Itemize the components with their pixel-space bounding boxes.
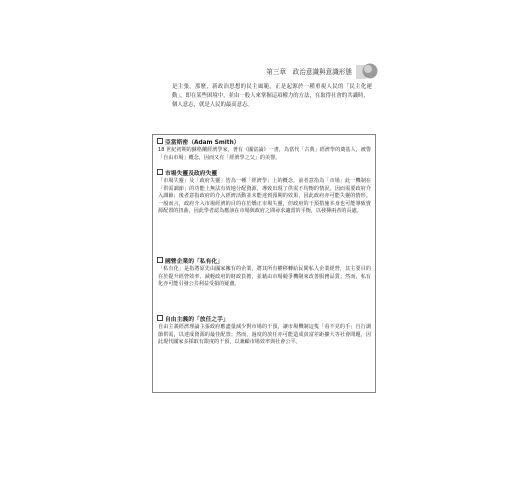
- intro-text: [172, 83, 372, 111]
- note-privatization: [157, 257, 371, 289]
- chapter-sphere-icon: [356, 62, 378, 80]
- note-heading: [157, 257, 371, 266]
- note-adam-smith: [157, 138, 371, 162]
- square-bullet-icon: [157, 315, 163, 321]
- note-body: 自由主義經濟理論主張政府應盡量減少對市場的干預，讓市場機制這隻「看不見的手」自行調節供需，以達成資源的最佳配置；然而，過度的放任亦可能造成貧富差距擴大等社會問題，因此現代國家多採取有限度的干預，以兼顧市場效率與社會公平。: [158, 324, 371, 346]
- note-title: 市場失靈及政府失靈: [165, 171, 218, 177]
- square-bullet-icon: [157, 257, 163, 263]
- square-bullet-icon: [157, 169, 163, 175]
- document-page: [152, 62, 378, 395]
- note-body: 18 世紀初期的蘇格蘭經濟學家，著有《國富論》一書，為當代「古典」經濟學的奠基人，被譽「自由市場」概念，因而又有「經濟學之父」的美譽。: [158, 147, 371, 161]
- notes-panel: [152, 134, 376, 393]
- note-heading: [157, 315, 371, 324]
- note-title: 亞當斯密（Adam Smith）: [165, 140, 240, 146]
- note-heading: [157, 169, 371, 178]
- note-heading: [157, 138, 371, 147]
- square-bullet-icon: [157, 138, 163, 144]
- note-body: 「市場失靈」及「政府失靈」皆為一種「經濟學」上的概念，前者意指為「市場」此一機制在「供需調節」的功能上無法有效地分配資源，導致出現了供需不均衡的情況，因而需要政府介入調節；後者意指政府的介入經濟活動並未能達到預期的效果，因此政府亦可能失靈的情形。一般而言，政府介入市場經濟的目的在於矯正市場失靈，但政府的干預措施本身也可能導致資源配置的扭曲，因此學者認為應該在市場與政府之間尋求適當的平衡，以發揮兩者的長處。: [158, 178, 371, 215]
- note-title: 國營企業的「私有化」: [165, 259, 223, 265]
- note-laissez-faire: [157, 315, 371, 347]
- chapter-title: 第三章 政治意識與意識形態: [266, 68, 352, 76]
- page-header: [152, 64, 378, 78]
- note-title: 自由主義的「放任之手」: [165, 317, 229, 323]
- intro-paragraph: 是主張，那麼，新政治思想的民主風範，正是起源於一種重視人民的「民主化運動」，即在某些困境中，並由一般人來掌握這項權力的方法，在取得社會的共識時，: [172, 84, 372, 100]
- note-market-failure: [157, 169, 371, 216]
- intro-paragraph: 個人意志，就是人民的最高意志。: [172, 102, 253, 109]
- note-body: 「私有化」是指將原先由國家擁有的企業，將其所有權移轉給民間私人企業經營，其主要目的在於提升經營效率、減輕政府的財政負擔，並藉由市場競爭機制來改善服務品質；然而，私有化亦可能引發公共利益受損的疑慮。: [158, 266, 371, 288]
